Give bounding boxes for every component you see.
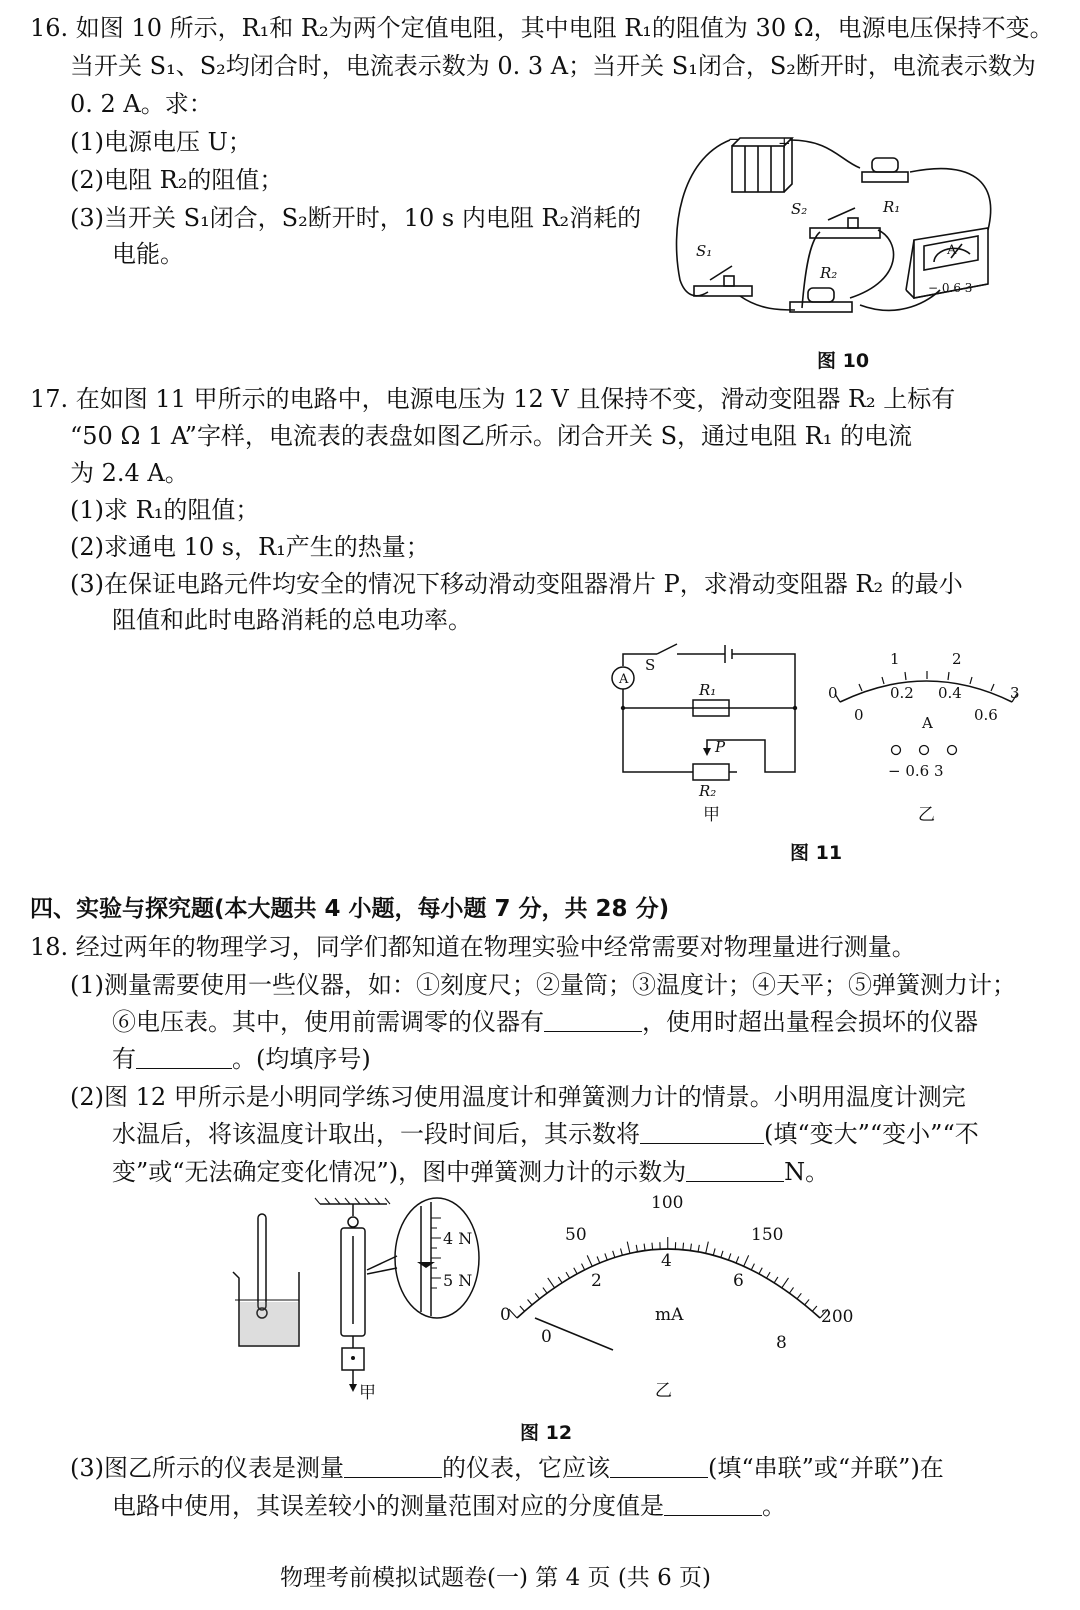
q18-p2b-post: (填“变大”“变小”“不 <box>764 1120 979 1148</box>
ma-tick <box>812 1306 817 1311</box>
ma-tick <box>543 1288 547 1294</box>
ma-unit: mA <box>655 1305 684 1325</box>
spring-label-4n: 4 N <box>443 1229 473 1248</box>
q18-p3b-post: 。 <box>762 1492 786 1520</box>
q17-line2: “50 Ω 1 A”字样，电流表的表盘如图乙所示。闭合开关 S，通过电阻 R₁ 的电流 <box>70 422 912 450</box>
q16-line3: 0. 2 A。求： <box>70 90 213 118</box>
fig11-ammeter-a: A <box>619 672 629 687</box>
dial-top-0: 0 <box>828 684 838 702</box>
ma-tick <box>613 1251 615 1258</box>
ma-tick <box>789 1287 793 1293</box>
ma-tick <box>605 1253 607 1260</box>
ma-tick <box>805 1299 809 1304</box>
ma-tick <box>713 1248 715 1255</box>
q18-p1b <box>112 1006 978 1038</box>
fig11-yi: 乙 <box>918 805 935 825</box>
ma-tick <box>636 1245 637 1252</box>
figure-11-caption: 图 11 <box>790 842 843 864</box>
ma-outer-0: 0 <box>500 1305 511 1325</box>
answer-blank-1[interactable] <box>544 1007 642 1032</box>
section-4-title: 四、实验与探究题(本大题共 4 小题，每小题 7 分，共 28 分) <box>30 896 670 922</box>
dial-bottom-02: 0.2 <box>890 684 914 702</box>
ma-tick <box>528 1299 532 1304</box>
q18-p3b <box>112 1490 786 1522</box>
ma-tick <box>751 1264 754 1270</box>
ma-tick <box>782 1278 789 1288</box>
fig12-yi: 乙 <box>655 1381 672 1401</box>
fig11-r1: R₁ <box>699 681 717 699</box>
figure-12-milliammeter <box>495 1190 875 1405</box>
ma-tick <box>721 1251 723 1258</box>
dial-unit: A <box>922 714 933 732</box>
ma-outer-100: 100 <box>651 1193 684 1213</box>
q16-line2: 当开关 S₁、S₂均闭合时，电流表示数为 0. 3 A；当开关 S₁闭合，S₂断开时，电流表示数为 <box>70 52 1036 80</box>
ma-tick <box>520 1306 525 1311</box>
q17-sub3a: (3)在保证电路元件均安全的情况下移动滑动变阻器滑片 P，求滑动变阻器 R₂ 的最小 <box>70 570 963 598</box>
fig11-jia: 甲 <box>703 805 720 825</box>
ma-tick <box>728 1253 730 1260</box>
fig12-jia: 甲 <box>359 1383 376 1403</box>
ma-tick <box>744 1255 749 1266</box>
ma-tick <box>698 1245 699 1252</box>
ma-tick <box>621 1248 623 1255</box>
ma-inner-6: 6 <box>733 1271 744 1291</box>
answer-blank-7[interactable] <box>664 1491 762 1516</box>
dial-bottom-0: 0 <box>854 706 864 724</box>
dial-top-2: 2 <box>952 650 962 668</box>
q17-line3: 为 2.4 A。 <box>70 459 189 487</box>
q17-sub3b: 阻值和此时电路消耗的总电功率。 <box>112 606 472 634</box>
fig10-meter-a: A <box>947 243 957 258</box>
q18-p1b-pre: ⑥电压表。其中，使用前需调零的仪器有 <box>112 1008 544 1036</box>
q17-sub2: (2)求通电 10 s，R₁产生的热量； <box>70 533 430 561</box>
ma-tick <box>759 1268 762 1274</box>
fig10-r1: R₁ <box>883 198 901 216</box>
q18-p3a-mid: 的仪表，它应该 <box>442 1454 610 1482</box>
fig10-minus: − <box>728 130 741 148</box>
q18-p3a-post: (填“串联”或“并联”)在 <box>708 1454 944 1482</box>
ma-tick <box>683 1243 684 1250</box>
ma-tick <box>582 1264 585 1270</box>
q18-p3a-pre: (3)图乙所示的仪表是测量 <box>70 1454 344 1482</box>
fig11-p: P <box>715 738 726 756</box>
q18-p2a: (2)图 12 甲所示是小明同学练习使用温度计和弹簧测力计的情景。小明用温度计测完 <box>70 1083 966 1111</box>
ma-inner-0: 0 <box>541 1327 552 1347</box>
ma-tick <box>627 1242 630 1254</box>
ma-inner-8: 8 <box>776 1333 787 1353</box>
figure-11-circuit <box>605 640 810 830</box>
q17-sub1: (1)求 R₁的阻值； <box>70 496 260 524</box>
q16-line1: 16. 如图 10 所示，R₁和 R₂为两个定值电阻，其中电阻 R₁的阻值为 30 Ω，电源电压保持不变。 <box>30 14 1054 42</box>
ma-tick <box>548 1278 555 1288</box>
fig10-s1: S₁ <box>696 242 713 260</box>
ma-outer-200: 200 <box>821 1307 854 1327</box>
ma-tick <box>566 1272 570 1278</box>
fig10-r2: R₂ <box>820 264 838 282</box>
ma-outer-50: 50 <box>565 1225 587 1245</box>
ma-inner-4: 4 <box>661 1251 672 1271</box>
answer-blank-5[interactable] <box>344 1453 442 1478</box>
ma-tick <box>797 1293 801 1299</box>
ma-tick <box>690 1244 691 1251</box>
q18-p1a: (1)测量需要使用一些仪器，如：①刻度尺；②量筒；③温度计；④天平；⑤弹簧测力计； <box>70 971 1016 999</box>
q18-p1c-post: 。(均填序号) <box>232 1045 371 1073</box>
figure-12-caption: 图 12 <box>520 1422 573 1444</box>
ma-outer-150: 150 <box>751 1225 784 1245</box>
figure-11-ammeter-dial <box>822 640 1032 830</box>
answer-blank-4[interactable] <box>686 1157 784 1182</box>
q18-line1: 18. 经过两年的物理学习，同学们都知道在物理实验中经常需要对物理量进行测量。 <box>30 933 916 961</box>
spring-label-5n: 5 N <box>443 1271 473 1290</box>
fig11-s: S <box>645 656 656 674</box>
ma-tick <box>652 1243 653 1250</box>
q17-line1: 17. 在如图 11 甲所示的电路中，电源电压为 12 V 且保持不变，滑动变阻器 R₂ 上标有 <box>30 385 956 413</box>
ma-tick <box>767 1272 771 1278</box>
ma-tick <box>587 1255 592 1266</box>
figure-12-thermometer-spring <box>225 1196 490 1411</box>
dial-terminals: − 0.6 3 <box>888 762 944 780</box>
ma-tick <box>558 1277 562 1283</box>
q18-p1c-pre: 有 <box>112 1045 136 1073</box>
q18-p2c <box>112 1156 829 1188</box>
fig10-s2: S₂ <box>791 200 808 218</box>
dial-bottom-06: 0.6 <box>974 706 998 724</box>
dial-bottom-04: 0.4 <box>938 684 962 702</box>
q18-p2b <box>112 1118 979 1150</box>
ma-tick <box>597 1256 600 1262</box>
q18-p1c <box>112 1043 371 1075</box>
page-footer: 物理考前模拟试题卷(一) 第 4 页 (共 6 页) <box>280 1565 712 1591</box>
q18-p2c-post: N。 <box>784 1158 830 1186</box>
q18-p1b-post: ，使用时超出量程会损坏的仪器 <box>642 1008 978 1036</box>
figure-10-circuit <box>670 120 1050 350</box>
ma-tick <box>574 1268 577 1274</box>
answer-blank-6[interactable] <box>610 1453 708 1478</box>
q16-sub3b: 电能。 <box>112 240 184 268</box>
q18-p2b-pre: 水温后，将该温度计取出，一段时间后，其示数将 <box>112 1120 640 1148</box>
dial-top-1: 1 <box>890 650 900 668</box>
q16-sub1: (1)电源电压 U； <box>70 128 252 156</box>
ma-tick <box>736 1256 739 1262</box>
fig10-meter-scale: − 0.6 3 <box>928 281 973 295</box>
ma-tick <box>706 1242 709 1254</box>
q18-p2c-pre: 变”或“无法确定变化情况”)，图中弹簧测力计的示数为 <box>112 1158 687 1186</box>
ma-inner-2: 2 <box>591 1271 602 1291</box>
dial-top-3: 3 <box>1010 684 1020 702</box>
fig11-r2: R₂ <box>699 782 717 800</box>
q16-sub2: (2)电阻 R₂的阻值； <box>70 166 284 194</box>
fig10-plus: + <box>778 134 791 152</box>
answer-blank-2[interactable] <box>136 1044 232 1069</box>
figure-10-caption: 图 10 <box>817 350 870 372</box>
q16-sub3a: (3)当开关 S₁闭合，S₂断开时，10 s 内电阻 R₂消耗的 <box>70 204 642 232</box>
q18-p3a <box>70 1452 944 1484</box>
q18-p3b-pre: 电路中使用，其误差较小的测量范围对应的分度值是 <box>112 1492 664 1520</box>
ma-tick <box>535 1293 539 1299</box>
answer-blank-3[interactable] <box>640 1119 764 1144</box>
ma-tick <box>644 1244 645 1251</box>
ma-tick <box>774 1277 778 1283</box>
